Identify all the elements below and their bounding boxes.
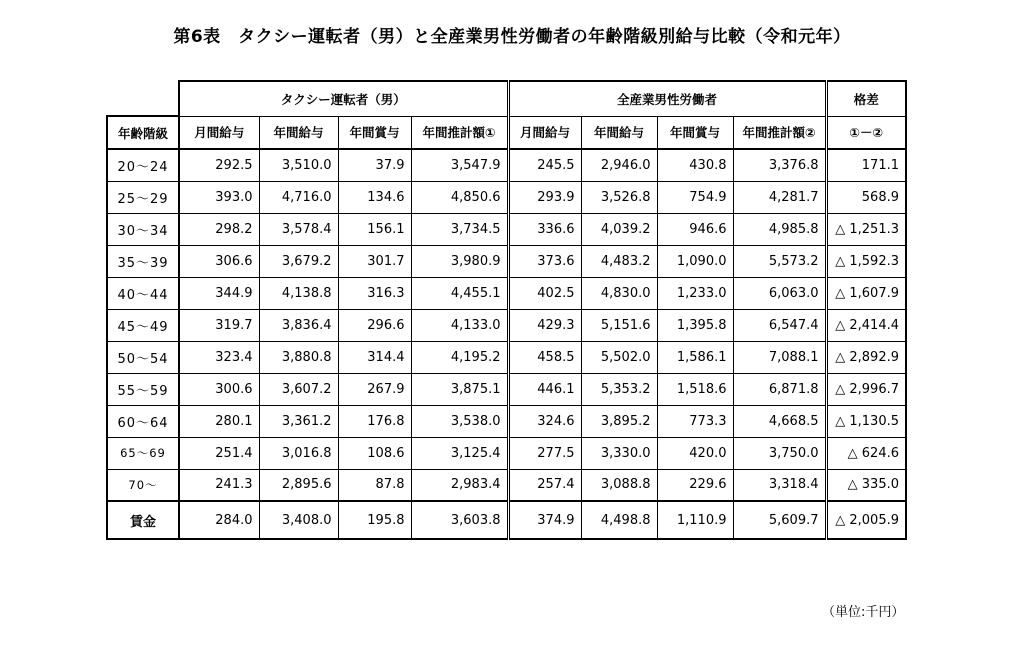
all-industry-value-cell: 3,750.0 bbox=[733, 437, 826, 469]
table-row bbox=[107, 149, 906, 181]
taxi-value-cell: 280.1 bbox=[179, 405, 259, 437]
diff-value-cell: △ 1,130.5 bbox=[826, 405, 906, 437]
taxi-value-cell: 3,538.0 bbox=[411, 405, 508, 437]
all-industry-value-cell: 1,233.0 bbox=[657, 277, 733, 309]
taxi-value-cell: 195.8 bbox=[338, 501, 411, 539]
table-row bbox=[107, 245, 906, 277]
taxi-value-cell: 108.6 bbox=[338, 437, 411, 469]
col-header-all-bonus: 年間賞与 bbox=[657, 116, 733, 149]
taxi-value-cell: 301.7 bbox=[338, 245, 411, 277]
all-industry-value-cell: 5,353.2 bbox=[581, 373, 657, 405]
all-industry-value-cell: 5,502.0 bbox=[581, 341, 657, 373]
all-industry-value-cell: 4,281.7 bbox=[733, 181, 826, 213]
all-industry-value-cell: 3,376.8 bbox=[733, 149, 826, 181]
taxi-value-cell: 3,408.0 bbox=[259, 501, 338, 539]
all-industry-value-cell: 373.6 bbox=[508, 245, 581, 277]
taxi-value-cell: 4,195.2 bbox=[411, 341, 508, 373]
diff-value-cell: 171.1 bbox=[826, 149, 906, 181]
taxi-value-cell: 241.3 bbox=[179, 469, 259, 501]
age-class-cell: 35～39 bbox=[107, 245, 179, 277]
taxi-value-cell: 267.9 bbox=[338, 373, 411, 405]
all-industry-value-cell: 1,110.9 bbox=[657, 501, 733, 539]
diff-value-cell: △ 335.0 bbox=[826, 469, 906, 501]
all-industry-value-cell: 4,483.2 bbox=[581, 245, 657, 277]
diff-value-cell: △ 624.6 bbox=[826, 437, 906, 469]
all-industry-value-cell: 293.9 bbox=[508, 181, 581, 213]
all-industry-value-cell: 4,830.0 bbox=[581, 277, 657, 309]
col-header-all-annual: 年間給与 bbox=[581, 116, 657, 149]
age-class-cell: 50～54 bbox=[107, 341, 179, 373]
diff-value-cell: 568.9 bbox=[826, 181, 906, 213]
blank-corner bbox=[107, 81, 179, 116]
all-industry-value-cell: 1,518.6 bbox=[657, 373, 733, 405]
all-industry-value-cell: 277.5 bbox=[508, 437, 581, 469]
taxi-value-cell: 323.4 bbox=[179, 341, 259, 373]
col-header-all-estimate: 年間推計額② bbox=[733, 116, 826, 149]
taxi-value-cell: 3,679.2 bbox=[259, 245, 338, 277]
taxi-value-cell: 3,125.4 bbox=[411, 437, 508, 469]
col-header-all-monthly: 月間給与 bbox=[508, 116, 581, 149]
taxi-value-cell: 4,455.1 bbox=[411, 277, 508, 309]
all-industry-value-cell: 336.6 bbox=[508, 213, 581, 245]
age-class-cell: 45～49 bbox=[107, 309, 179, 341]
all-industry-value-cell: 402.5 bbox=[508, 277, 581, 309]
diff-value-cell: △ 1,607.9 bbox=[826, 277, 906, 309]
all-industry-value-cell: 4,668.5 bbox=[733, 405, 826, 437]
taxi-value-cell: 292.5 bbox=[179, 149, 259, 181]
table-row bbox=[107, 405, 906, 437]
all-industry-value-cell: 1,395.8 bbox=[657, 309, 733, 341]
group-header-row bbox=[107, 81, 906, 116]
taxi-value-cell: 306.6 bbox=[179, 245, 259, 277]
all-industry-value-cell: 2,946.0 bbox=[581, 149, 657, 181]
taxi-value-cell: 4,138.8 bbox=[259, 277, 338, 309]
diff-value-cell: △ 1,251.3 bbox=[826, 213, 906, 245]
diff-value-cell: △ 2,414.4 bbox=[826, 309, 906, 341]
taxi-value-cell: 3,578.4 bbox=[259, 213, 338, 245]
taxi-value-cell: 134.6 bbox=[338, 181, 411, 213]
page-title: 第6表 タクシー運転者（男）と全産業男性労働者の年齢階級別給与比較（令和元年） bbox=[173, 27, 851, 47]
all-industry-value-cell: 1,090.0 bbox=[657, 245, 733, 277]
all-industry-value-cell: 1,586.1 bbox=[657, 341, 733, 373]
taxi-value-cell: 4,850.6 bbox=[411, 181, 508, 213]
all-industry-value-cell: 5,151.6 bbox=[581, 309, 657, 341]
taxi-value-cell: 393.0 bbox=[179, 181, 259, 213]
all-industry-value-cell: 458.5 bbox=[508, 341, 581, 373]
taxi-value-cell: 3,603.8 bbox=[411, 501, 508, 539]
taxi-value-cell: 319.7 bbox=[179, 309, 259, 341]
group-header-diff: 格差 bbox=[826, 81, 906, 116]
all-industry-value-cell: 773.3 bbox=[657, 405, 733, 437]
all-industry-value-cell: 946.6 bbox=[657, 213, 733, 245]
all-industry-value-cell: 420.0 bbox=[657, 437, 733, 469]
col-header-taxi-bonus: 年間賞与 bbox=[338, 116, 411, 149]
age-class-cell: 40～44 bbox=[107, 277, 179, 309]
table-row bbox=[107, 277, 906, 309]
all-industry-value-cell: 6,063.0 bbox=[733, 277, 826, 309]
all-industry-value-cell: 4,039.2 bbox=[581, 213, 657, 245]
all-industry-value-cell: 3,526.8 bbox=[581, 181, 657, 213]
all-industry-value-cell: 7,088.1 bbox=[733, 341, 826, 373]
group-header-all-industry: 全産業男性労働者 bbox=[508, 81, 826, 116]
all-industry-value-cell: 3,088.8 bbox=[581, 469, 657, 501]
all-industry-value-cell: 4,985.8 bbox=[733, 213, 826, 245]
taxi-value-cell: 87.8 bbox=[338, 469, 411, 501]
all-industry-value-cell: 4,498.8 bbox=[581, 501, 657, 539]
diff-value-cell: △ 1,592.3 bbox=[826, 245, 906, 277]
wage-comparison-table bbox=[106, 80, 907, 540]
all-industry-value-cell: 245.5 bbox=[508, 149, 581, 181]
taxi-value-cell: 3,875.1 bbox=[411, 373, 508, 405]
unit-note: （単位:千円） bbox=[822, 605, 905, 620]
taxi-value-cell: 3,361.2 bbox=[259, 405, 338, 437]
all-industry-value-cell: 5,573.2 bbox=[733, 245, 826, 277]
diff-value-cell: △ 2,892.9 bbox=[826, 341, 906, 373]
taxi-value-cell: 3,016.8 bbox=[259, 437, 338, 469]
taxi-value-cell: 3,980.9 bbox=[411, 245, 508, 277]
taxi-value-cell: 3,880.8 bbox=[259, 341, 338, 373]
age-class-cell: 60～64 bbox=[107, 405, 179, 437]
all-industry-value-cell: 3,330.0 bbox=[581, 437, 657, 469]
taxi-value-cell: 4,133.0 bbox=[411, 309, 508, 341]
table-row bbox=[107, 501, 906, 539]
taxi-value-cell: 3,510.0 bbox=[259, 149, 338, 181]
taxi-value-cell: 298.2 bbox=[179, 213, 259, 245]
all-industry-value-cell: 5,609.7 bbox=[733, 501, 826, 539]
all-industry-value-cell: 229.6 bbox=[657, 469, 733, 501]
taxi-value-cell: 3,836.4 bbox=[259, 309, 338, 341]
age-class-cell: 70～ bbox=[107, 469, 179, 501]
all-industry-value-cell: 3,318.4 bbox=[733, 469, 826, 501]
taxi-value-cell: 4,716.0 bbox=[259, 181, 338, 213]
taxi-value-cell: 156.1 bbox=[338, 213, 411, 245]
all-industry-value-cell: 6,871.8 bbox=[733, 373, 826, 405]
taxi-value-cell: 314.4 bbox=[338, 341, 411, 373]
all-industry-value-cell: 754.9 bbox=[657, 181, 733, 213]
col-header-taxi-estimate: 年間推計額① bbox=[411, 116, 508, 149]
col-header-age-class: 年齢階級 bbox=[107, 116, 179, 149]
all-industry-value-cell: 374.9 bbox=[508, 501, 581, 539]
col-header-taxi-annual: 年間給与 bbox=[259, 116, 338, 149]
taxi-value-cell: 2,895.6 bbox=[259, 469, 338, 501]
taxi-value-cell: 3,607.2 bbox=[259, 373, 338, 405]
taxi-value-cell: 3,547.9 bbox=[411, 149, 508, 181]
taxi-value-cell: 251.4 bbox=[179, 437, 259, 469]
taxi-value-cell: 300.6 bbox=[179, 373, 259, 405]
diff-value-cell: △ 2,005.9 bbox=[826, 501, 906, 539]
taxi-value-cell: 284.0 bbox=[179, 501, 259, 539]
table-row bbox=[107, 181, 906, 213]
table-row bbox=[107, 341, 906, 373]
all-industry-value-cell: 324.6 bbox=[508, 405, 581, 437]
taxi-value-cell: 316.3 bbox=[338, 277, 411, 309]
table-row bbox=[107, 213, 906, 245]
age-class-cell: 30～34 bbox=[107, 213, 179, 245]
col-header-taxi-monthly: 月間給与 bbox=[179, 116, 259, 149]
age-class-cell: 65～69 bbox=[107, 437, 179, 469]
age-class-cell: 25～29 bbox=[107, 181, 179, 213]
table-row bbox=[107, 309, 906, 341]
table-row bbox=[107, 373, 906, 405]
age-class-cell: 賃金 bbox=[107, 501, 179, 539]
age-class-cell: 55～59 bbox=[107, 373, 179, 405]
all-industry-value-cell: 6,547.4 bbox=[733, 309, 826, 341]
taxi-value-cell: 296.6 bbox=[338, 309, 411, 341]
col-header-diff: ①－② bbox=[826, 116, 906, 149]
all-industry-value-cell: 257.4 bbox=[508, 469, 581, 501]
taxi-value-cell: 176.8 bbox=[338, 405, 411, 437]
taxi-value-cell: 344.9 bbox=[179, 277, 259, 309]
table-row bbox=[107, 469, 906, 501]
all-industry-value-cell: 446.1 bbox=[508, 373, 581, 405]
column-header-row bbox=[107, 116, 906, 149]
all-industry-value-cell: 429.3 bbox=[508, 309, 581, 341]
table-row bbox=[107, 437, 906, 469]
group-header-taxi: タクシー運転者（男） bbox=[179, 81, 508, 116]
all-industry-value-cell: 3,895.2 bbox=[581, 405, 657, 437]
all-industry-value-cell: 430.8 bbox=[657, 149, 733, 181]
taxi-value-cell: 37.9 bbox=[338, 149, 411, 181]
age-class-cell: 20～24 bbox=[107, 149, 179, 181]
diff-value-cell: △ 2,996.7 bbox=[826, 373, 906, 405]
taxi-value-cell: 2,983.4 bbox=[411, 469, 508, 501]
taxi-value-cell: 3,734.5 bbox=[411, 213, 508, 245]
